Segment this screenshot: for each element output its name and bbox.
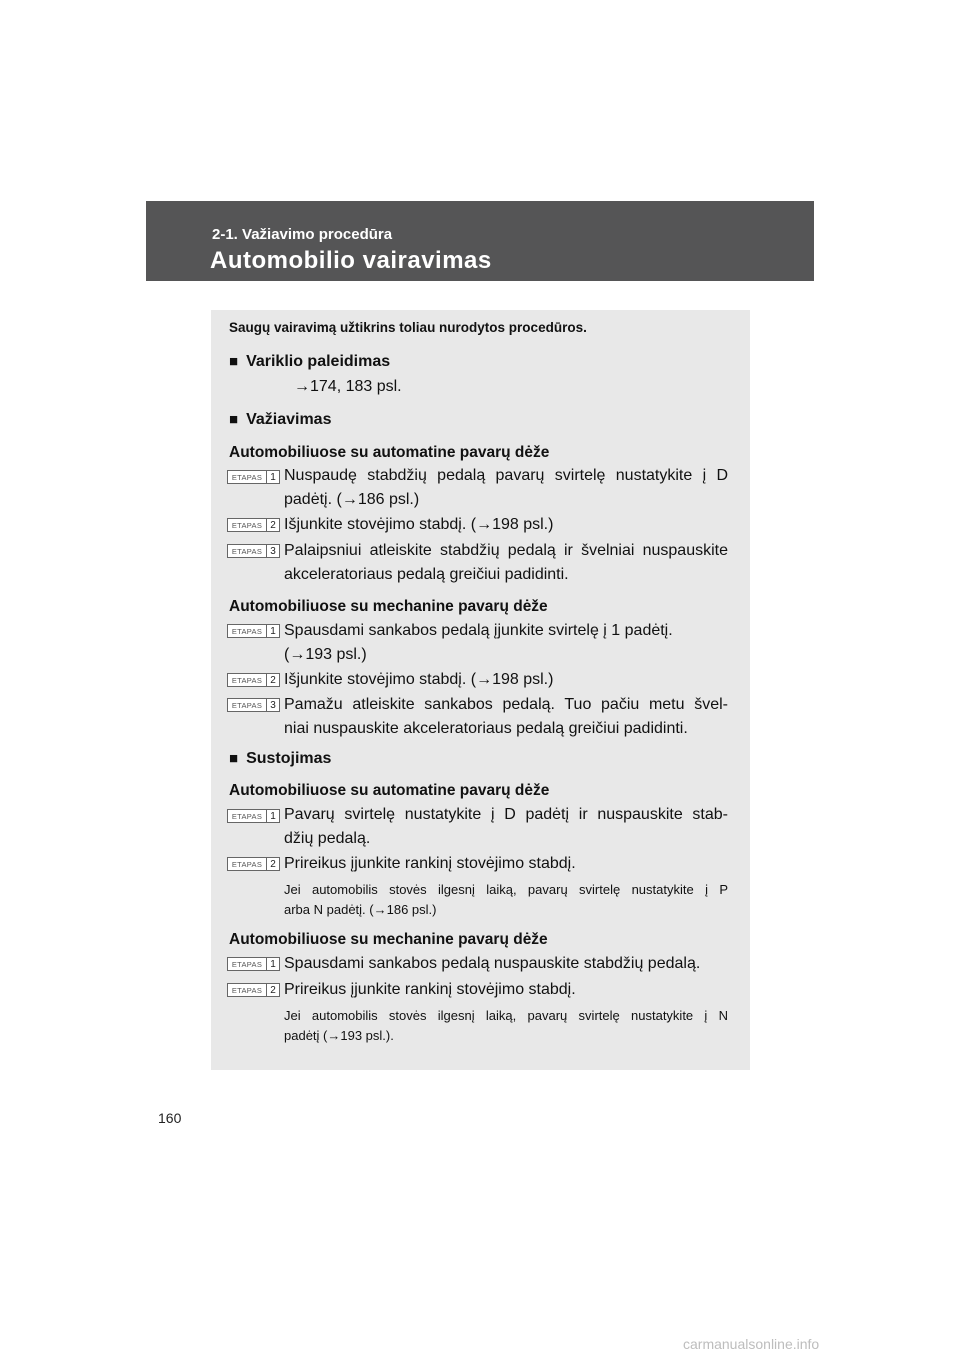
- step-badge: ETAPAS 3: [227, 698, 280, 712]
- step-text-cont: akceleratoriaus pedalą greičiui padidinti.: [284, 566, 569, 583]
- step-badge: ETAPAS 1: [227, 957, 280, 971]
- step-text: Prireikus įjunkite rankinį stovėjimo stabdį.: [284, 855, 576, 872]
- note-text-cont: arba N padėtį. (→186 psl.): [284, 902, 437, 917]
- step-text: Prireikus įjunkite rankinį stovėjimo stabdį.: [284, 981, 576, 998]
- step-text: Spausdami sankabos pedalą įjunkite svirtelę į 1 padėtį.: [284, 622, 673, 639]
- page-number: 160: [158, 1110, 182, 1126]
- step-text: Išjunkite stovėjimo stabdį. (→198 psl.): [284, 516, 554, 533]
- driving-manual-title: Automobiliuose su mechanine pavarų dėže: [229, 598, 548, 615]
- step-text-cont: džių pedalą.: [284, 830, 371, 847]
- bullet-square-icon: ■: [229, 411, 239, 428]
- watermark: carmanualsonline.info: [683, 1336, 820, 1352]
- step-text: Palaipsniui atleiskite stabdžių pedalą ir švelniai nuspauskite: [284, 542, 728, 559]
- step-badge: ETAPAS 2: [227, 983, 280, 997]
- stopping-automatic-title: Automobiliuose su automatine pavarų dėže: [229, 782, 550, 799]
- note-text-cont: padėtį (→193 psl.).: [284, 1028, 394, 1043]
- engine-start-ref: →174, 183 psl.: [294, 378, 402, 395]
- step-badge: ETAPAS 1: [227, 470, 280, 484]
- step-badge: ETAPAS 1: [227, 809, 280, 823]
- step-badge: ETAPAS 1: [227, 624, 280, 638]
- step-badge: ETAPAS 2: [227, 518, 280, 532]
- heading-stopping: ■ Sustojimas: [229, 750, 332, 767]
- note-text: Jei automobilis stovės ilgesnį laiką, pavarų svirtelę nustatykite į N: [284, 1008, 728, 1023]
- heading-engine-start: ■ Variklio paleidimas: [229, 353, 391, 370]
- bullet-square-icon: ■: [229, 750, 239, 767]
- step-text-cont: padėtį. (→186 psl.): [284, 491, 420, 508]
- driving-automatic-title: Automobiliuose su automatine pavarų dėže: [229, 444, 550, 461]
- step-badge: ETAPAS 2: [227, 857, 280, 871]
- page-title: Automobilio vairavimas: [210, 247, 492, 274]
- note-text: Jei automobilis stovės ilgesnį laiką, pavarų svirtelę nustatykite į P: [284, 882, 728, 897]
- stopping-manual-title: Automobiliuose su mechanine pavarų dėže: [229, 931, 548, 948]
- bullet-square-icon: ■: [229, 353, 239, 370]
- step-text: Pavarų svirtelę nustatykite į D padėtį ir nuspauskite stab-: [284, 806, 728, 823]
- step-text: Nuspaudę stabdžių pedalą pavarų svirtelę nustatykite į D: [284, 467, 728, 484]
- step-text-cont: (→193 psl.): [284, 646, 367, 663]
- section-header: [146, 201, 814, 281]
- intro-text: Saugų vairavimą užtikrins toliau nurodytos procedūros.: [229, 320, 587, 335]
- section-label: 2-1. Važiavimo procedūra: [212, 226, 393, 243]
- step-badge: ETAPAS 3: [227, 544, 280, 558]
- heading-driving: ■ Važiavimas: [229, 411, 332, 428]
- step-text: Spausdami sankabos pedalą nuspauskite stabdžių pedalą.: [284, 955, 701, 972]
- step-text-cont: niai nuspauskite akceleratoriaus pedalą greičiui padidinti.: [284, 720, 688, 737]
- step-text: Išjunkite stovėjimo stabdį. (→198 psl.): [284, 671, 554, 688]
- step-text: Pamažu atleiskite sankabos pedalą. Tuo pačiu metu švel-: [284, 696, 728, 713]
- step-badge: ETAPAS 2: [227, 673, 280, 687]
